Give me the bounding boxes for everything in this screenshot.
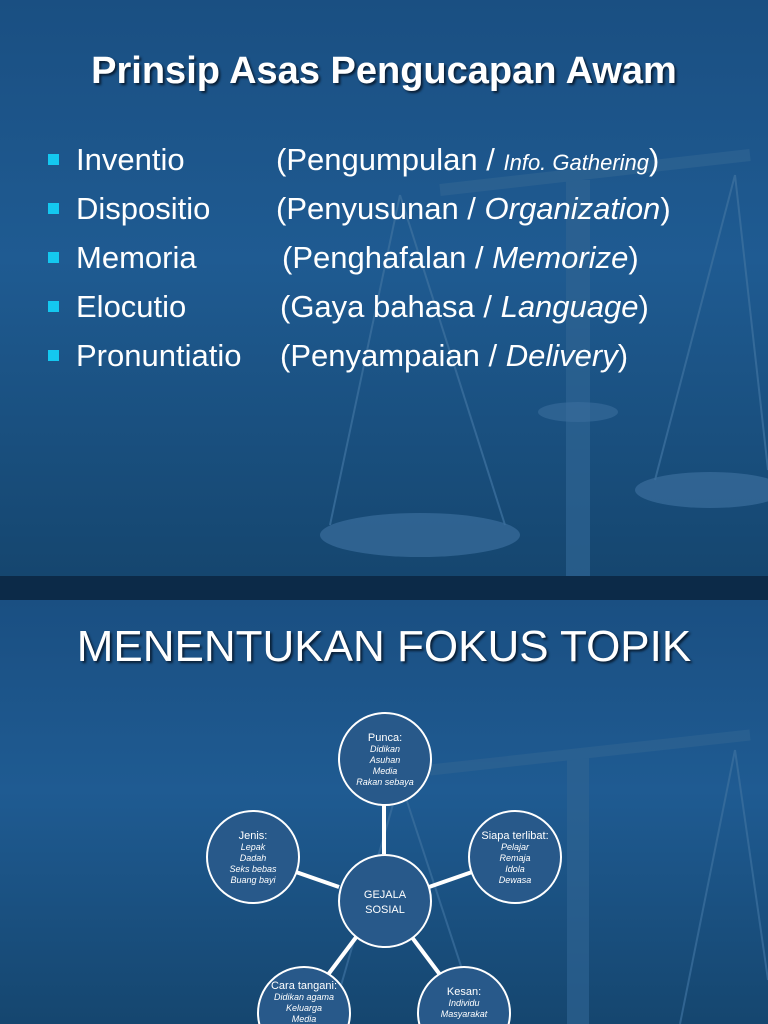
square-bullet-icon (48, 252, 59, 263)
node-title: Cara tangani: (270, 980, 338, 992)
node-title: Punca: (367, 732, 403, 744)
term-description: (Gaya bahasa / Language) (280, 289, 649, 324)
term-description: (Penyampaian / Delivery) (280, 338, 629, 373)
node-item: Pelajar (500, 842, 529, 852)
slide-title: Prinsip Asas Pengucapan Awam (91, 50, 677, 92)
term-label: Inventio (76, 142, 185, 177)
node-item: Didikan agama (273, 992, 335, 1002)
center-label: SOSIAL (365, 904, 405, 916)
center-node (338, 854, 432, 948)
node-item: Media (291, 1014, 317, 1024)
node-punca (338, 712, 432, 806)
square-bullet-icon (48, 350, 59, 361)
english-term: Organization (484, 191, 661, 226)
term-description: (Penyusunan / Organization) (276, 191, 671, 226)
english-term: Memorize (492, 240, 629, 275)
english-term: Info. Gathering (503, 150, 650, 175)
node-item: Remaja (499, 853, 531, 863)
node-siapa-terlibat (468, 810, 562, 904)
english-term: Delivery (505, 338, 618, 373)
term-label: Pronuntiatio (76, 338, 242, 373)
node-title: Kesan: (446, 986, 482, 998)
square-bullet-icon (48, 203, 59, 214)
term-label: Elocutio (76, 289, 187, 324)
node-item: Idola (505, 864, 525, 874)
node-item: Dewasa (498, 875, 532, 885)
node-jenis (206, 810, 300, 904)
node-item: Didikan (369, 744, 400, 754)
center-label: GEJALA (363, 889, 407, 901)
node-item: Dadah (239, 853, 267, 863)
node-item: Buang bayi (230, 875, 276, 885)
slide-2 (0, 600, 768, 1024)
term-description: (Penghafalan / Memorize) (282, 240, 639, 275)
slide-title: MENENTUKAN FOKUS TOPIK (76, 622, 692, 671)
node-item: Seks bebas (229, 864, 277, 874)
node-item: Asuhan (369, 755, 401, 765)
square-bullet-icon (48, 301, 59, 312)
node-item: Individu (448, 998, 480, 1008)
english-term: Language (500, 289, 639, 324)
term-label: Dispositio (76, 191, 211, 226)
node-title: Siapa terlibat: (481, 830, 549, 842)
square-bullet-icon (48, 154, 59, 165)
slide-divider (0, 576, 768, 600)
term-description: (Pengumpulan / Info. Gathering) (276, 142, 660, 177)
node-item: Media (372, 766, 398, 776)
term-label: Memoria (76, 240, 197, 275)
node-item: Keluarga (285, 1003, 323, 1013)
node-item: Lepak (240, 842, 266, 852)
node-item: Masyarakat (440, 1009, 488, 1019)
node-item: Rakan sebaya (356, 777, 414, 787)
node-title: Jenis: (238, 830, 268, 842)
